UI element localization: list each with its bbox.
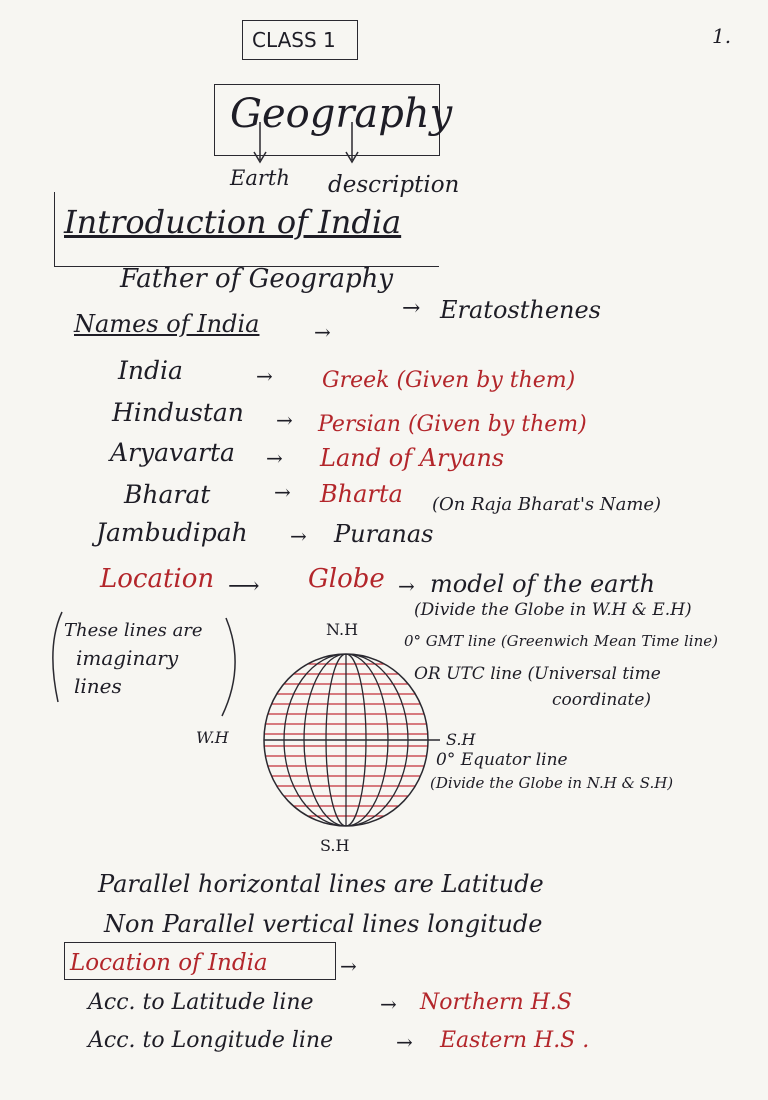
globe-definition: model of the earth [430, 570, 656, 598]
longitude-row-arrow: → [396, 1030, 413, 1054]
location-heading-arrow: → [340, 954, 357, 978]
arrow-india: → [256, 364, 273, 388]
wh-label: W.H [196, 728, 229, 747]
latitude-row-arrow: → [380, 992, 397, 1016]
name-bharat: Bharat [124, 480, 211, 509]
longitude-definition: Non Parallel vertical lines longitude [104, 910, 543, 938]
latitude-row-label: Acc. to Latitude line [88, 990, 314, 1015]
note-bharat: (On Raja Bharat's Name) [432, 494, 662, 515]
arrow-hindustan: → [276, 408, 293, 432]
sh-label-right: S.H [446, 730, 476, 749]
origin-hindustan: Persian (Given by them) [318, 412, 587, 437]
location-arrow: ⟶ [228, 574, 260, 599]
name-jambudipah: Jambudipah [96, 518, 248, 547]
utc-line-note-2: coordinate) [552, 690, 652, 710]
class-label: CLASS 1 [252, 28, 336, 52]
sh-label-bottom: S.H [320, 836, 350, 855]
page-number: 1. [712, 24, 732, 48]
gmt-line-note: 0° GMT line (Greenwich Mean Time line) [404, 632, 718, 650]
utc-line-note: OR UTC line (Universal time [414, 664, 661, 684]
arrow-aryavarta: → [266, 446, 283, 470]
latitude-row-value: Northern H.S [420, 990, 572, 1015]
origin-india: Greek (Given by them) [322, 368, 576, 393]
page-title: Geography [230, 91, 453, 137]
father-line: Father of Geography [120, 264, 394, 294]
title-split-left: Earth [230, 166, 290, 190]
longitude-row-value: Eastern H.S . [440, 1028, 590, 1053]
divide-wh-eh: (Divide the Globe in W.H & E.H) [414, 600, 692, 620]
name-hindustan: Hindustan [112, 398, 244, 427]
name-aryavarta: Aryavarta [110, 438, 235, 467]
origin-bharat: Bharta [320, 480, 403, 508]
side-note-line2: imaginary [76, 646, 179, 670]
origin-jambudipah: Puranas [334, 520, 434, 548]
title-split-right: description [328, 172, 460, 198]
location-of-india-heading: Location of India [70, 950, 268, 976]
arrow-jambudipah: → [290, 524, 307, 548]
nh-label: N.H [326, 620, 359, 639]
divide-nh-sh: (Divide the Globe in N.H & S.H) [430, 774, 674, 792]
father-answer: Eratosthenes [440, 296, 601, 324]
names-arrow: → [314, 320, 331, 344]
origin-aryavarta: Land of Aryans [320, 444, 505, 472]
name-india: India [118, 356, 183, 385]
title-arrows [240, 122, 380, 170]
longitude-row-label: Acc. to Longitude line [88, 1028, 334, 1053]
side-note-line1: These lines are [64, 620, 203, 641]
globe-label: Globe [308, 564, 385, 594]
side-note-line3: lines [74, 674, 122, 698]
globe-arrow: → [398, 574, 415, 598]
father-arrow: → [402, 296, 421, 321]
latitude-definition: Parallel horizontal lines are Latitude [98, 870, 544, 898]
names-heading: Names of India [74, 310, 260, 338]
location-label: Location [100, 564, 215, 594]
arrow-bharat: → [274, 480, 291, 504]
intro-heading: Introduction of India [64, 203, 402, 241]
equator-line-note: 0° Equator line [436, 750, 568, 770]
